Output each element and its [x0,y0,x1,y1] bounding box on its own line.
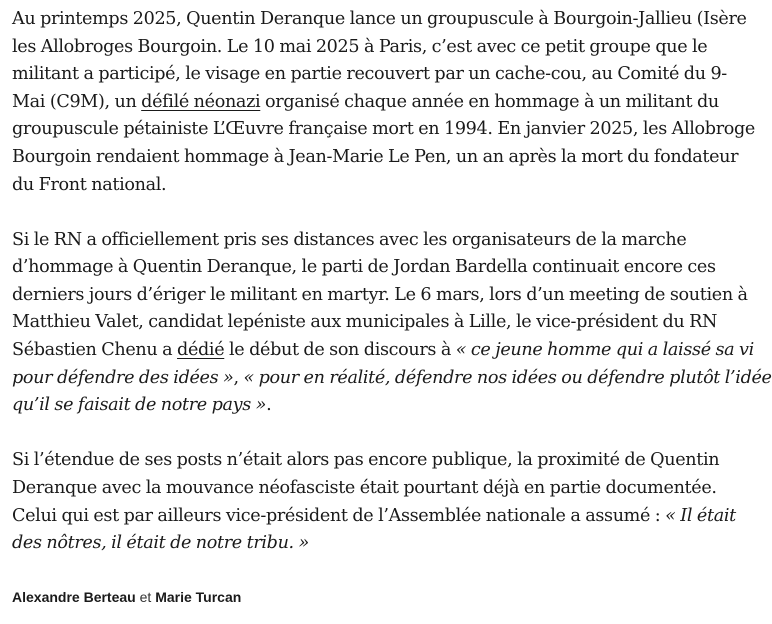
text-segment: , [233,367,244,388]
article-body [12,6,772,585]
text-line: militant a participé, le visage en partie recouvert par un cache-cou, au Comité du 9- [12,64,727,85]
text-line: groupuscule pétainiste L’Œuvre française mort en 1994. En janvier 2025, les Allobroge [12,119,755,140]
text-line: Si le RN a officiellement pris ses distances avec les organisateurs de la marche [12,229,687,250]
text-line: Deranque avec la mouvance néofasciste était pourtant déjà en partie documentée. [12,477,717,498]
text-line [12,89,719,117]
quote-text: des nôtres, il était de notre tribu. » [12,533,309,554]
byline [12,589,241,605]
text-line: les Allobroges Bourgoin. Le 10 mai 2025 à Paris, c’est avec ce petit groupe que le [12,36,708,57]
text-segment: . [266,395,272,416]
text-line [12,365,772,393]
text-line: Au printemps 2025, Quentin Deranque lance un groupuscule à Bourgoin-Jallieu (Isère [12,9,747,29]
paragraph-2 [12,227,772,420]
quote-text: qu’il se faisait de notre pays » [12,395,267,416]
quote-text: pour défendre des idées » [12,367,234,388]
text-line [12,392,712,420]
quote-text: « pour en réalité, défendre nos idées ou défendre plutôt l’idée [243,367,772,388]
text-line: Si l’étendue de ses posts n’était alors pas encore publique, la proximité de Quentin [12,450,720,471]
text-line: Matthieu Valet, candidat lepéniste aux municipales à Lille, le vice-président du RN [12,312,718,333]
text-line: d’hommage à Quentin Deranque, le parti de Jordan Bardella continuait encore ces [12,257,716,278]
text-segment: le début de son discours à [224,340,456,361]
author-name[interactable]: Alexandre Berteau [12,589,136,605]
quote-text: « Il était [665,505,736,526]
quote-text: « ce jeune homme qui a laissé sa vi [455,340,754,361]
text-line: du Front national. [12,174,167,195]
text-line [12,530,712,558]
text-line [12,337,754,365]
text-segment: Celui qui est par ailleurs vice-président de l’Assemblée nationale a assumé : [12,505,666,526]
author-name[interactable]: Marie Turcan [155,589,242,605]
text-line: Bourgoin rendaient hommage à Jean-Marie Le Pen, un an après la mort du fondateur [12,146,739,167]
text-segment: Mai (C9M), un [12,91,142,112]
link-defile-neonazi[interactable]: défilé néonazi [141,91,261,112]
text-line [12,503,736,531]
byline-separator: et [139,589,152,605]
paragraph-1 [12,6,755,199]
paragraph-3 [12,447,736,557]
link-dedie[interactable]: dédié [177,340,225,361]
text-segment: organisé chaque année en hommage à un militant du [260,91,719,112]
text-segment: Sébastien Chenu a [12,340,178,361]
text-line: derniers jours d’ériger le militant en martyr. Le 6 mars, lors d’un meeting de soutien à [12,284,748,305]
